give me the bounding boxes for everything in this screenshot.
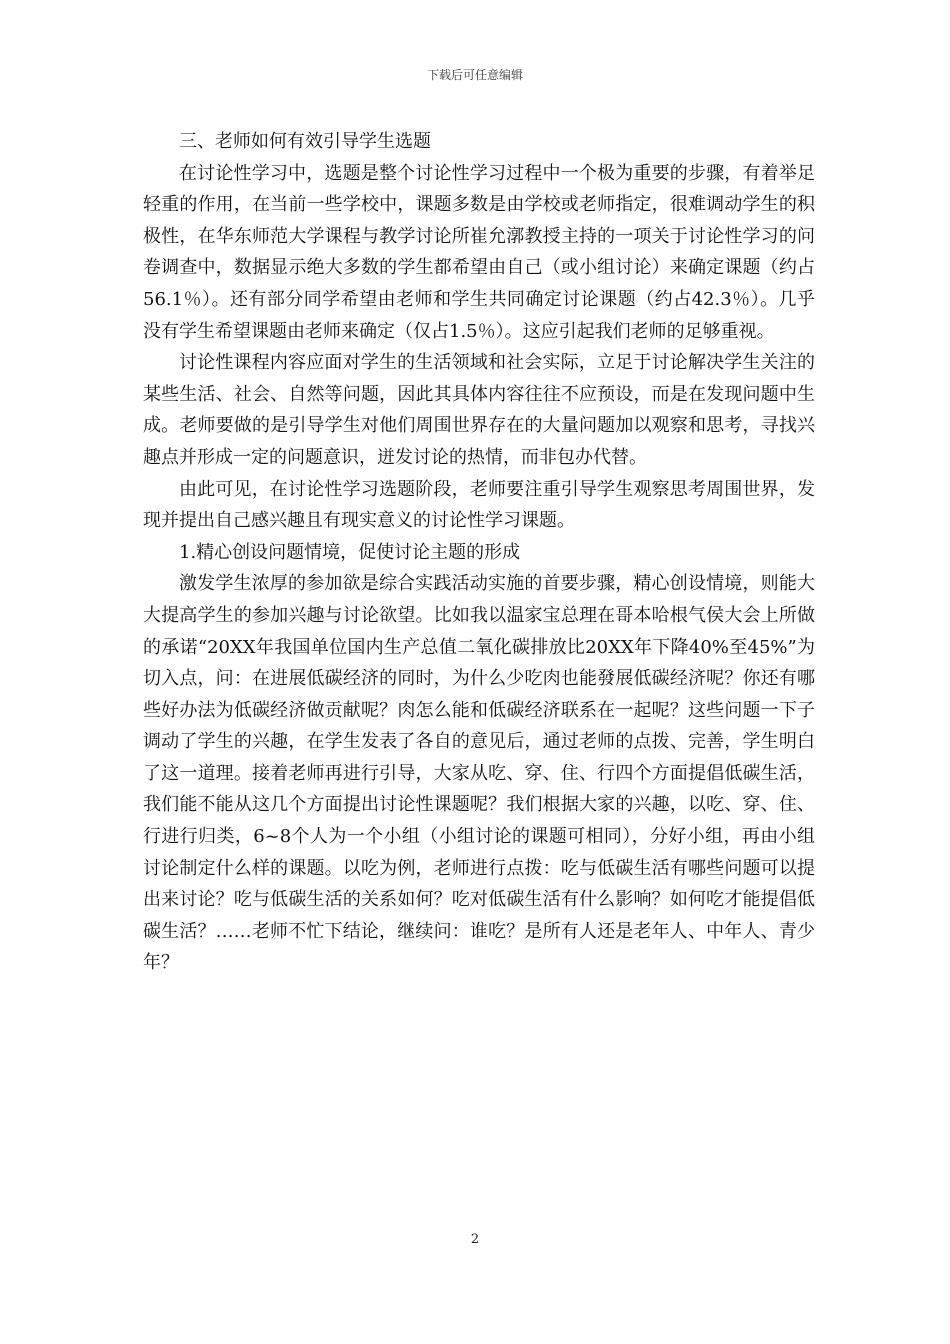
page-number: 2 — [470, 1232, 480, 1247]
page-header: 下载后可任意编辑 — [426, 68, 523, 82]
section-heading: 三、老师如何有效引导学生选题 — [179, 131, 431, 152]
subsection-heading: 1.精心创设问题情境，促使讨论主题的形成 — [179, 541, 521, 563]
paragraph-3: 由此可见，在讨论性学习选题阶段，老师要注重引导学生观察思考周围世界，发现并提出自己感兴趣且有现实意义的讨论性学习课题。 — [143, 478, 815, 532]
paragraph-4: 激发学生浓厚的参加欲是综合实践活动实施的首要步骤，精心创设情境，则能大大提高学生的参加兴趣与讨论欲望。比如我以温家宝总理在哥本哈根气侯大会上所做的承诺“20XX年我国单位国内生产总值二氧化碳排放比20XX年下降40%至45%”为切入点，问：在进展低碳经济的同时，为什么少吃肉也能發展低碳经济呢？你还有哪些好办法为低碳经济做贡献呢？肉怎么能和低碳经济联系在一起呢？这些问题一下子调动了学生的兴趣，在学生发表了各自的意见后，通过老师的点拨、完善，学生明白了这一道理。接着老师再进行引导，大家从吃、穿、住、行四个方面提倡低碳生活，我们能不能从这几个方面提出讨论性课题呢？我们根据大家的兴趣，以吃、穿、住、行进行归类，6~8个人为一个小组（小组讨论的课题可相同），分好小组，再由小组讨论制定什么样的课题。以吃为例，老师进行点拨：吃与低碳生活有哪些问题可以提出来讨论？吃与低碳生活的关系如何？吃对低碳生活有什么影响？如何吃才能提倡低碳生活？……老师不忙下结论，继续问：谁吃？是所有人还是老年人、中年人、青少年？ — [143, 573, 815, 974]
paragraph-2: 讨论性课程内容应面对学生的生活领域和社会实际，立足于讨论解决学生关注的某些生活、社会、自然等问题，因此其具体内容往往不应预设，而是在发现问题中生成。老师要做的是引导学生对他们周围世界存在的大量问题加以观察和思考，寻找兴趣点并形成一定的问题意识，迸发讨论的热情，而非包办代替。 — [143, 352, 815, 468]
document-body — [143, 126, 815, 979]
paragraph-1: 在讨论性学习中，选题是整个讨论性学习过程中一个极为重要的步骤，有着举足轻重的作用，在当前一些学校中，课题多数是由学校或老师指定，很难调动学生的积极性，在华东师范大学课程与教学讨论所崔允漷教授主持的一项关于讨论性学习的问卷调查中，数据显示绝大多数的学生都希望由自己（或小组讨论）来确定课题（约占56.1％）。还有部分同学希望由老师和学生共同确定讨论课题（约占42.3％）。几乎没有学生希望课题由老师来确定（仅占1.5％）。这应引起我们老师的足够重视。 — [143, 162, 815, 342]
